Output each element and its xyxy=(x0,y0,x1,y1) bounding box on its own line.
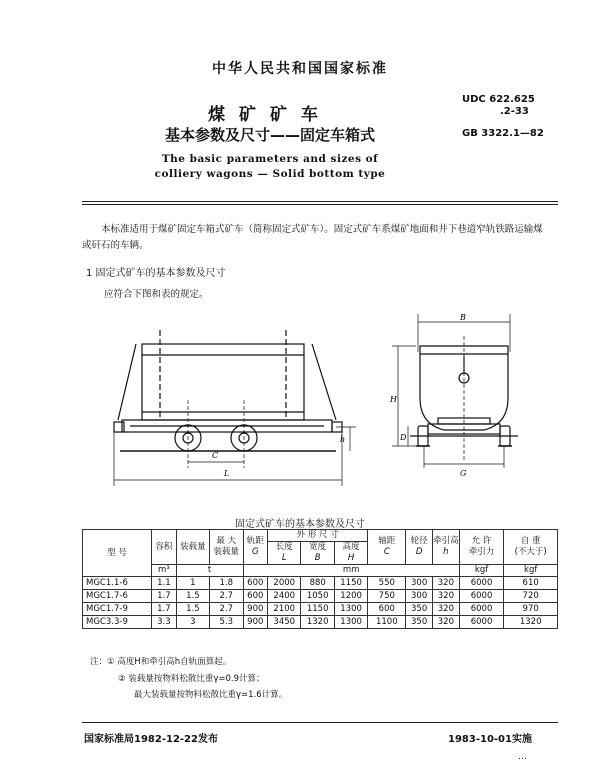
header-traction: 允 许 牵引力 xyxy=(459,530,504,565)
cell-length: 3450 xyxy=(268,616,301,629)
cell-model: MGC1.1-6 xyxy=(83,577,152,590)
header-height: 高度 H xyxy=(334,542,367,565)
gb-code: GB 3322.1—82 xyxy=(462,128,544,139)
cell-traction: 6000 xyxy=(459,603,504,616)
table-title: 固定式矿车的基本参数及尺寸 xyxy=(235,519,365,530)
cell-max-load: 5.3 xyxy=(210,616,243,629)
header-dims: 外 形 尺 寸 xyxy=(268,530,368,542)
cell-load: 1.5 xyxy=(176,603,209,616)
table-row xyxy=(83,590,558,603)
header-width: 宽度 B xyxy=(301,542,334,565)
cell-gauge: 600 xyxy=(243,577,268,590)
table-row xyxy=(83,603,558,616)
cell-coupler: 320 xyxy=(433,616,460,629)
cell-traction: 6000 xyxy=(459,616,504,629)
header-wheelbase: 轴距 C xyxy=(368,530,406,565)
unit-mm: mm xyxy=(243,565,459,577)
title-sub: 基本参数及尺寸——固定车箱式 xyxy=(164,126,375,144)
cell-model: MGC3.3-9 xyxy=(83,616,152,629)
cell-wheelbase: 600 xyxy=(368,603,406,616)
unit-load: t xyxy=(176,565,243,577)
intro-paragraph: 本标准适用于煤矿固定车箱式矿车（简称固定式矿车）。固定式矿车系煤矿地面和井下巷道窄轨铁路运输煤或矸石的车辆。 xyxy=(82,224,543,251)
cell-weight: 610 xyxy=(504,577,558,590)
dim-label-c: C xyxy=(212,451,219,460)
cell-load: 1.5 xyxy=(176,590,209,603)
dim-label-d: D xyxy=(400,433,407,442)
cell-height: 1150 xyxy=(334,577,367,590)
cell-wheel: 300 xyxy=(406,590,433,603)
table-header-row-1 xyxy=(83,530,558,542)
cell-max-load: 2.7 xyxy=(210,603,243,616)
footer-divider xyxy=(82,722,558,723)
header-load: 装载量 xyxy=(176,530,209,565)
table-row xyxy=(83,616,558,629)
cell-wheelbase: 1100 xyxy=(368,616,406,629)
footer-issued: 国家标准局1982-12-22发布 xyxy=(84,734,218,745)
cell-width: 1320 xyxy=(301,616,334,629)
side-view-drawing xyxy=(100,300,360,500)
cell-volume: 1.7 xyxy=(152,590,177,603)
header-volume: 容积 xyxy=(152,530,177,565)
spec-table xyxy=(82,529,558,629)
cell-volume: 1.1 xyxy=(152,577,177,590)
header-wheel: 轮径 D xyxy=(406,530,433,565)
cell-load: 1 xyxy=(176,577,209,590)
cell-wheel: 350 xyxy=(406,616,433,629)
section-1-heading: 1 固定式矿车的基本参数及尺寸 xyxy=(86,268,226,279)
cell-coupler: 320 xyxy=(433,603,460,616)
cell-coupler: 320 xyxy=(433,577,460,590)
title-english-line-2: colliery wagons — Solid bottom type xyxy=(154,168,386,180)
national-standard-header: 中华人民共和国国家标准 xyxy=(212,61,388,77)
cell-wheelbase: 750 xyxy=(368,590,406,603)
cell-wheel: 350 xyxy=(406,603,433,616)
footer-effective: 1983-10-01实施 xyxy=(448,734,532,745)
header-divider-bottom xyxy=(82,204,558,205)
cell-width: 880 xyxy=(301,577,334,590)
cell-length: 2100 xyxy=(268,603,301,616)
cell-length: 2400 xyxy=(268,590,301,603)
note-2: ② 装载量按物料松散比重γ=0.9计算； xyxy=(118,674,265,684)
unit-volume: m³ xyxy=(152,565,177,577)
cell-gauge: 900 xyxy=(243,603,268,616)
dim-label-l: L xyxy=(224,469,230,478)
unit-traction: kgf xyxy=(459,565,504,577)
cell-volume: 1.7 xyxy=(152,603,177,616)
cell-traction: 6000 xyxy=(459,577,504,590)
cell-max-load: 1.8 xyxy=(210,577,243,590)
udc-code: UDC 622.625 xyxy=(462,94,535,105)
header-divider-top xyxy=(82,201,558,202)
cell-weight: 1320 xyxy=(504,616,558,629)
header-weight: 自 重 (不大于) xyxy=(504,530,558,565)
table-row xyxy=(83,577,558,590)
cell-gauge: 900 xyxy=(243,616,268,629)
corner-mark: … xyxy=(518,752,527,762)
end-view-drawing xyxy=(380,312,530,492)
cell-height: 1200 xyxy=(334,590,367,603)
cell-height: 1300 xyxy=(334,616,367,629)
dim-label-b: B xyxy=(460,313,466,322)
header-coupler: 牵引高 h xyxy=(433,530,460,565)
cell-load: 3 xyxy=(176,616,209,629)
header-model: 型 号 xyxy=(83,530,152,577)
dim-label-h-large: H xyxy=(390,395,397,404)
title-english-line-1: The basic parameters and sizes of xyxy=(161,153,379,165)
cell-volume: 3.3 xyxy=(152,616,177,629)
cell-model: MGC1.7-6 xyxy=(83,590,152,603)
udc-code-suffix: .2-33 xyxy=(500,106,529,117)
dim-label-h-small: h xyxy=(340,435,346,444)
cell-weight: 720 xyxy=(504,590,558,603)
cell-width: 1050 xyxy=(301,590,334,603)
title-main: 煤矿矿车 xyxy=(208,105,332,125)
header-max-load: 最 大 装载量 xyxy=(210,530,243,565)
cell-model: MGC1.7-9 xyxy=(83,603,152,616)
header-gauge: 轨距 G xyxy=(243,530,268,565)
cell-max-load: 2.7 xyxy=(210,590,243,603)
note-3: 最大装载量按物料松散比重γ=1.6计算。 xyxy=(134,690,288,700)
cell-height: 1300 xyxy=(334,603,367,616)
cell-width: 1150 xyxy=(301,603,334,616)
cell-gauge: 600 xyxy=(243,590,268,603)
header-length: 长度 L xyxy=(268,542,301,565)
cell-weight: 970 xyxy=(504,603,558,616)
cell-wheelbase: 550 xyxy=(368,577,406,590)
cell-length: 2000 xyxy=(268,577,301,590)
cell-traction: 6000 xyxy=(459,590,504,603)
unit-weight: kgf xyxy=(504,565,558,577)
dim-label-g: G xyxy=(460,469,467,478)
table-units-row xyxy=(83,565,558,577)
section-1-body: 应符合下图和表的规定。 xyxy=(104,289,209,300)
note-1: 注：① 高度H和牵引高h自轨面算起。 xyxy=(90,657,232,667)
table-body xyxy=(83,577,558,629)
cell-wheel: 300 xyxy=(406,577,433,590)
cell-coupler: 320 xyxy=(433,590,460,603)
